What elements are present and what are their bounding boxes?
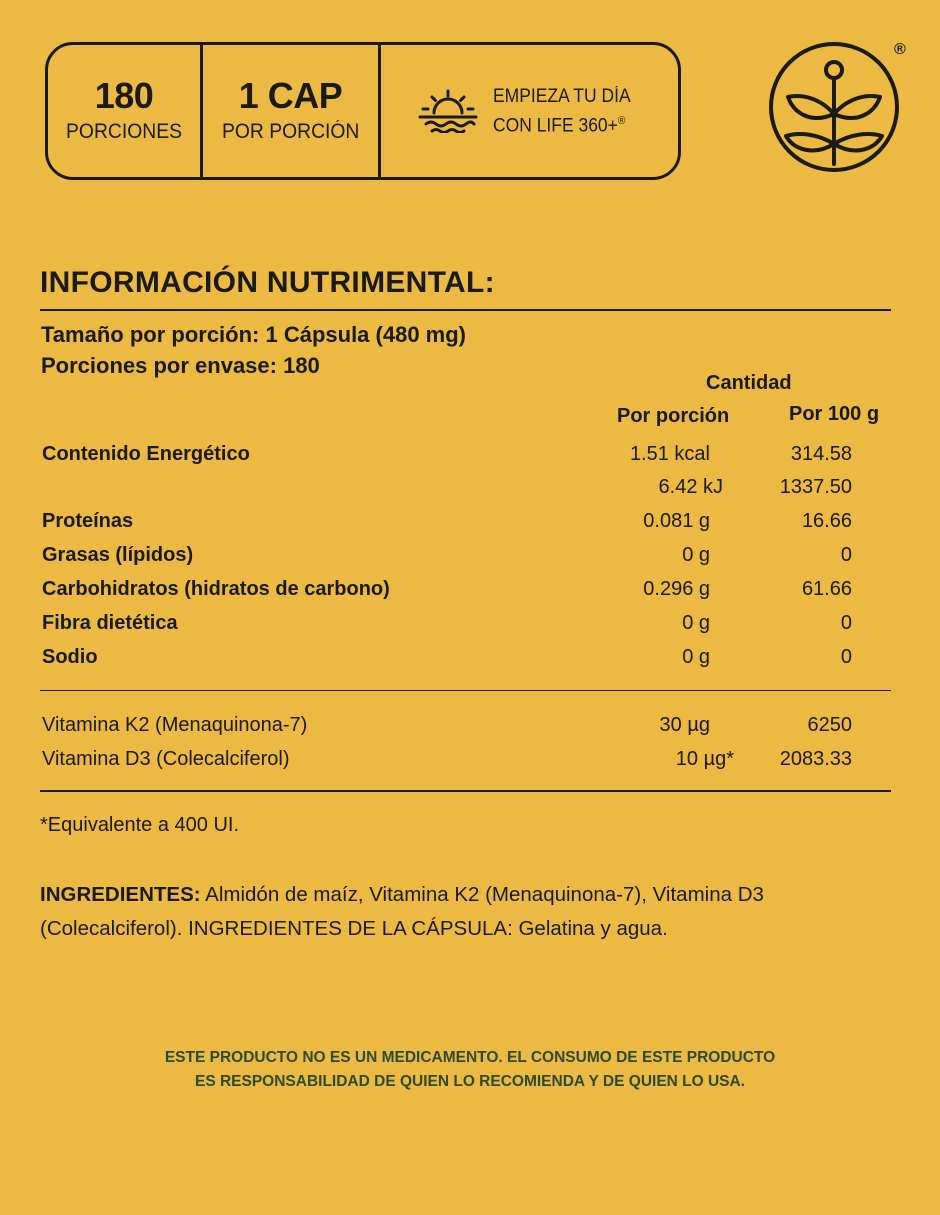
table-bottom-divider	[40, 790, 891, 792]
nutrition-row-fat	[0, 544, 940, 574]
disclaimer	[0, 1046, 940, 1094]
row-label: Vitamina D3 (Colecalciferol)	[42, 748, 290, 770]
row-per-100g: 1337.50	[779, 476, 852, 498]
nutrition-row-energy-kcal	[0, 443, 940, 473]
column-per-100g-header: Por 100 g	[789, 403, 880, 425]
servings-per-container: Porciones por envase: 180	[41, 353, 320, 378]
row-per-serving: 0.081 g	[643, 510, 710, 532]
disclaimer-line-1: ESTE PRODUCTO NO ES UN MEDICAMENTO. EL CONSUMO DE ESTE PRODUCTO	[164, 1049, 776, 1066]
ingredients-text: Almidón de maíz, Vitamina K2 (Menaquinona-7), Vitamina D3 (Colecalciferol). INGREDIENTES DE LA CÁPSULA: Gelatina y agua.	[40, 883, 764, 940]
servings-label: PORCIONES	[66, 120, 182, 143]
nutrition-title: INFORMACIÓN NUTRIMENTAL:	[40, 266, 495, 299]
vitamins-divider	[40, 690, 891, 691]
nutrition-row-energy-kj	[0, 476, 940, 506]
row-per-100g: 16.66	[801, 510, 852, 532]
row-per-serving: 6.42 kJ	[658, 476, 723, 498]
servings-cell	[48, 45, 200, 177]
slogan-registered-mark: ®	[617, 114, 626, 127]
row-per-serving: 10 µg*	[675, 748, 734, 770]
dose-cell	[200, 45, 378, 177]
vitamin-row-k2	[0, 714, 940, 744]
column-group-header: Cantidad	[706, 372, 792, 394]
footnote: *Equivalente a 400 UI.	[40, 814, 240, 836]
sunrise-icon	[417, 89, 479, 133]
row-label: Vitamina K2 (Menaquinona-7)	[42, 714, 308, 736]
nutrition-row-fiber	[0, 612, 940, 642]
row-label: Sodio	[42, 646, 98, 668]
row-per-serving: 0.296 g	[643, 578, 710, 600]
logo-registered-mark: ®	[894, 41, 906, 58]
servings-value: 180	[94, 75, 154, 116]
row-per-100g: 0	[840, 646, 852, 668]
row-label: Carbohidratos (hidratos de carbono)	[42, 578, 390, 600]
row-per-100g: 2083.33	[779, 748, 852, 770]
header-info-box	[45, 42, 681, 180]
row-per-serving: 0 g	[682, 544, 710, 566]
row-per-serving: 0 g	[682, 612, 710, 634]
title-divider	[40, 309, 891, 311]
nutrition-row-protein	[0, 510, 940, 540]
slogan-text	[493, 84, 631, 138]
row-label: Grasas (lípidos)	[42, 544, 194, 566]
row-label: Proteínas	[42, 510, 134, 532]
nutrition-row-carbs	[0, 578, 940, 608]
slogan-cell	[378, 45, 678, 177]
row-per-100g: 0	[840, 612, 852, 634]
row-label: Fibra dietética	[42, 612, 178, 634]
row-per-serving: 30 µg	[659, 714, 710, 736]
row-per-100g: 314.58	[790, 443, 852, 465]
row-per-serving: 1.51 kcal	[629, 443, 710, 465]
ingredients-heading: INGREDIENTES:	[40, 883, 201, 906]
ingredients-paragraph	[40, 878, 900, 946]
slogan-line-2	[493, 109, 631, 138]
row-label: Contenido Energético	[42, 443, 250, 465]
column-per-serving-header: Por porción	[617, 405, 730, 427]
row-per-100g: 61.66	[801, 578, 852, 600]
slogan-line-2-text: CON LIFE 360+	[492, 115, 618, 137]
row-per-serving: 0 g	[682, 646, 710, 668]
plant-logo-icon	[766, 40, 906, 172]
serving-size: Tamaño por porción: 1 Cápsula (480 mg)	[41, 322, 466, 347]
dose-label: POR PORCIÓN	[221, 120, 360, 143]
row-per-100g: 0	[840, 544, 852, 566]
slogan-line-1: EMPIEZA TU DÍA	[492, 85, 631, 107]
nutrition-row-sodium	[0, 646, 940, 676]
row-per-100g: 6250	[807, 714, 852, 736]
disclaimer-line-2: ES RESPONSABILIDAD DE QUIEN LO RECOMIENDA Y DE QUIEN LO USA.	[194, 1073, 746, 1090]
vitamin-row-d3	[0, 748, 940, 778]
dose-value: 1 CAP	[238, 75, 343, 116]
